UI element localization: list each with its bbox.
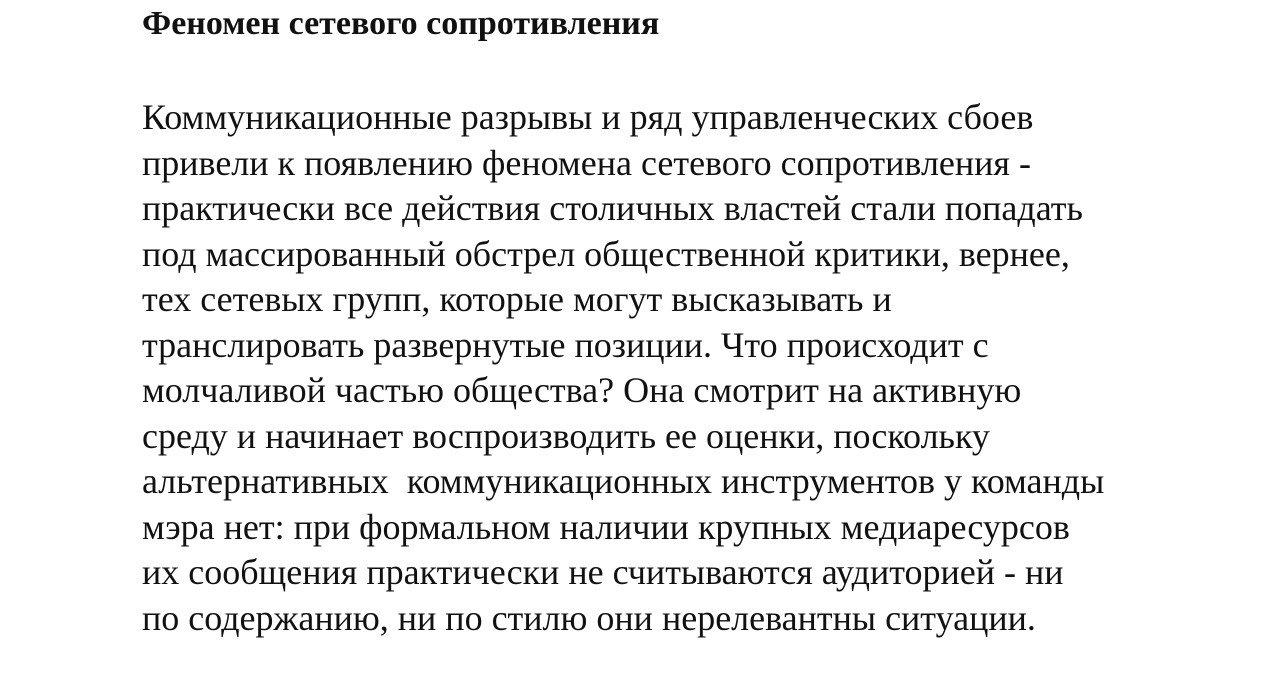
paragraph-line: альтернативных коммуникационных инструментов у команды bbox=[142, 461, 1105, 501]
paragraph-line: тех сетевых групп, которые могут высказывать и bbox=[142, 279, 892, 319]
document-title: Феномен сетевого сопротивления bbox=[142, 5, 660, 42]
document-body bbox=[142, 95, 1104, 641]
paragraph-line: мэра нет: при формальном наличии крупных медиаресурсов bbox=[142, 506, 1070, 547]
paragraph-line: транслировать развернутые позиции. Что происходит с bbox=[142, 324, 989, 365]
paragraph-line: по содержанию, ни по стилю они нерелевантны ситуации. bbox=[142, 597, 1036, 638]
paragraph-line: Коммуникационные разрывы и ряд управленческих сбоев bbox=[142, 97, 1034, 137]
paragraph-line: практически все действия столичных властей стали попадать bbox=[142, 188, 1083, 228]
paragraph-line: среду и начинает воспроизводить ее оценки, поскольку bbox=[142, 415, 990, 456]
paragraph-line: привели к появлению феномена сетевого сопротивления - bbox=[142, 142, 1031, 183]
paragraph-line: их сообщения практически не считываются аудиторией - ни bbox=[142, 552, 1064, 592]
paragraph-line: молчаливой частью общества? Она смотрит на активную bbox=[142, 370, 1022, 410]
paragraph-line: под массированный обстрел общественной критики, вернее, bbox=[142, 233, 1070, 274]
